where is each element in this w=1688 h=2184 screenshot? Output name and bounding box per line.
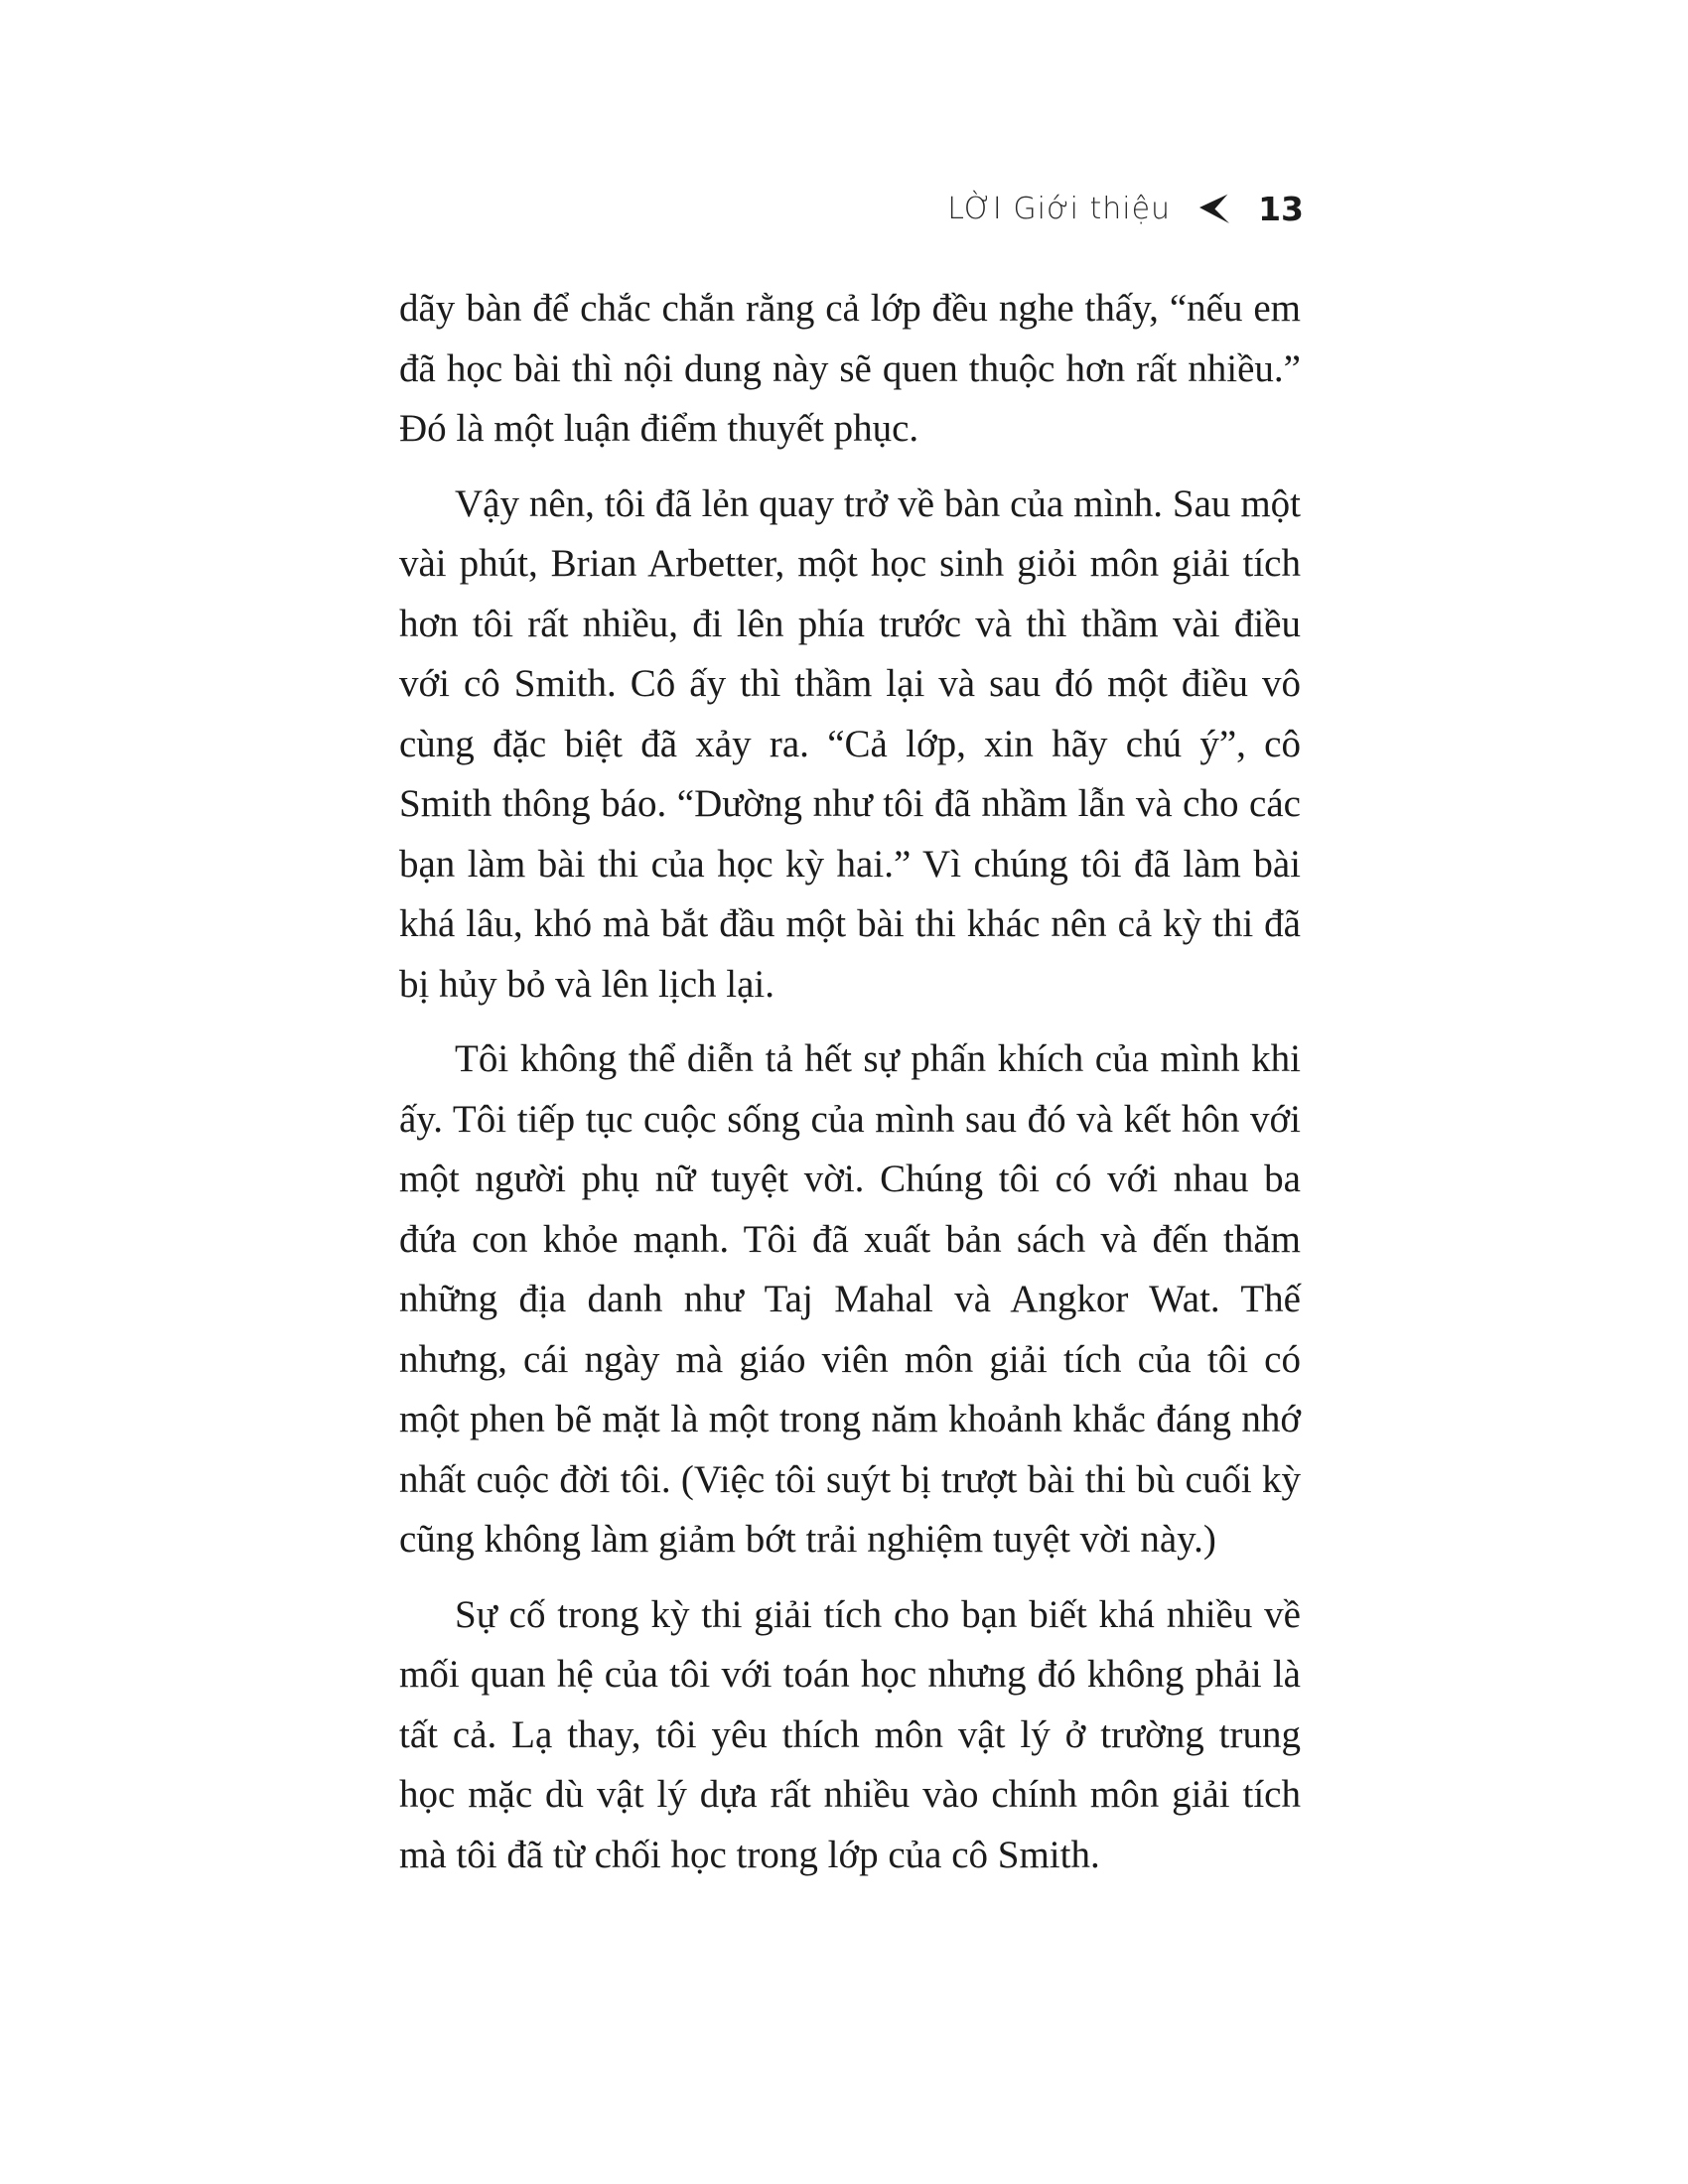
paragraph: Sự cố trong kỳ thi giải tích cho bạn biết khá nhiều về mối quan hệ của tôi với toán học nhưng đó không phải là tất cả. Lạ thay, tôi yêu thích môn vật lý ở trường trung học mặc dù vật lý dựa rất nhiều vào chính môn giải tích mà tôi đã từ chối học trong lớp của cô Smith. [399, 1592, 1301, 1876]
page-number: 13 [1258, 189, 1304, 228]
running-head [947, 181, 1304, 236]
paragraph: Tôi không thể diễn tả hết sự phấn khích của mình khi ấy. Tôi tiếp tục cuộc sống của mình sau đó và kết hôn với một người phụ nữ tuyệt vời. Chúng tôi có với nhau ba đứa con khỏe mạnh. Tôi đã xuất bản sách và đến thăm những địa danh như Taj Mahal và Angkor Wat. Thế nhưng, cái ngày mà giáo viên môn giải tích của tôi có một phen bẽ mặt là một trong năm khoảnh khắc đáng nhớ nhất cuộc đời tôi. (Việc tôi suýt bị trượt bài thi bù cuối kỳ cũng không làm giảm bớt trải nghiệm tuyệt vời này.) [399, 1037, 1301, 1561]
body-text [399, 279, 1301, 1900]
chapter-title: LỜI Giới thiệu [947, 191, 1172, 226]
paragraph: Vậy nên, tôi đã lẻn quay trở về bàn của mình. Sau một vài phút, Brian Arbetter, một học sinh giỏi môn giải tích hơn tôi rất nhiều, đi lên phía trước và thì thầm vài điều với cô Smith. Cô ấy thì thầm lại và sau đó một điều vô cùng đặc biệt đã xảy ra. “Cả lớp, xin hãy chú ý”, cô Smith thông báo. “Dường như tôi đã nhầm lẫn và cho các bạn làm bài thi của học kỳ hai.” Vì chúng tôi đã làm bài khá lâu, khó mà bắt đầu một bài thi khác nên cả kỳ thi đã bị hủy bỏ và lên lịch lại. [399, 481, 1301, 1006]
paragraph: dãy bàn để chắc chắn rằng cả lớp đều nghe thấy, “nếu em đã học bài thì nội dung này sẽ quen thuộc hơn rất nhiều.” Đó là một luận điểm thuyết phục. [399, 287, 1301, 450]
paper-plane-arrow-icon [1196, 191, 1232, 226]
